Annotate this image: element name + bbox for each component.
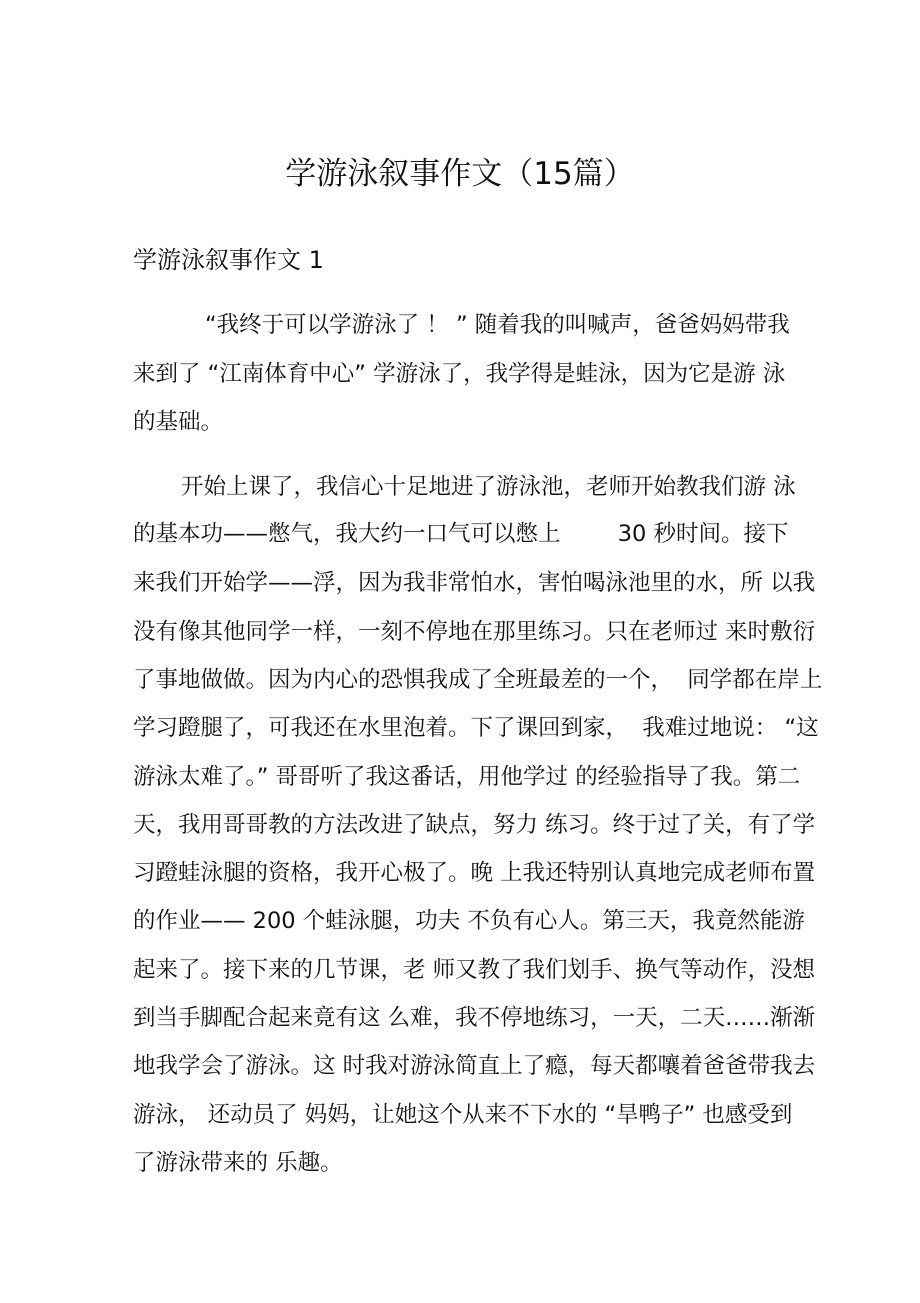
paragraph-2-line: 来我们开始学——浮，因为我非常怕水，害怕喝泳池里的水，所 以我: [133, 570, 816, 596]
paragraph-2-line: 开始上课了，我信心十足地进了游泳池，老师开始教我们游 泳: [181, 474, 796, 500]
paragraph-2-line: 游泳， 还动员了 妈妈，让她这个从来不下水的 “旱鸭子” 也感受到: [133, 1102, 793, 1128]
paragraph-2-line: 游泳太难了。” 哥哥听了我这番话，用他学过 的经验指导了我。第二: [133, 764, 801, 790]
paragraph-2-line: 没有像其他同学一样，一刻不停地在那里练习。只在老师过 来时敷衍: [133, 619, 816, 645]
paragraph-2-line: 到当手脚配合起来竟有这 么难，我不停地练习，一天，二天……渐渐: [133, 1005, 816, 1031]
paragraph-2-line: 的作业—— 200 个蛙泳腿，功夫 不负有心人。第三天，我竟然能游: [133, 908, 805, 934]
paragraph-2-line: 习蹬蛙泳腿的资格，我开心极了。晚 上我还特别认真地完成老师布置: [133, 860, 816, 886]
paragraph-2-line: 的基本功——憋气，我大约一口气可以憋上 30 秒时间。接下: [133, 521, 789, 547]
paragraph-2-line: 学习蹬腿了，可我还在水里泡着。下了课回到家， 我难过地说： “这: [133, 715, 819, 741]
paragraph-2-line: 起来了。接下来的几节课，老 师又教了我们划手、换气等动作，没想: [133, 957, 816, 983]
paragraph-2-line: 地我学会了游泳。这 时我对游泳简直上了瘾，每天都嚷着爸爸带我去: [133, 1053, 816, 1079]
paragraph-2-line: 了游泳带来的 乐趣。: [133, 1150, 343, 1176]
paragraph-2-line: 天，我用哥哥教的方法改进了缺点，努力 练习。终于过了关，有了学: [133, 812, 816, 838]
paragraph-1-line: “我终于可以学游泳了 ！ ” 随着我的叫喊声，爸爸妈妈带我: [205, 312, 790, 338]
section-heading: 学游泳叙事作文 1: [133, 246, 324, 274]
document-title: 学游泳叙事作文（15篇）: [285, 156, 635, 192]
paragraph-1-line: 的基础。: [133, 409, 224, 435]
paragraph-2-line: 了事地做做。因为内心的恐惧我成了全班最差的一个， 同学都在岸上: [133, 667, 823, 693]
paragraph-1-line: 来到了 “江南体育中心” 学游泳了，我学得是蛙泳，因为它是游 泳: [133, 361, 786, 387]
